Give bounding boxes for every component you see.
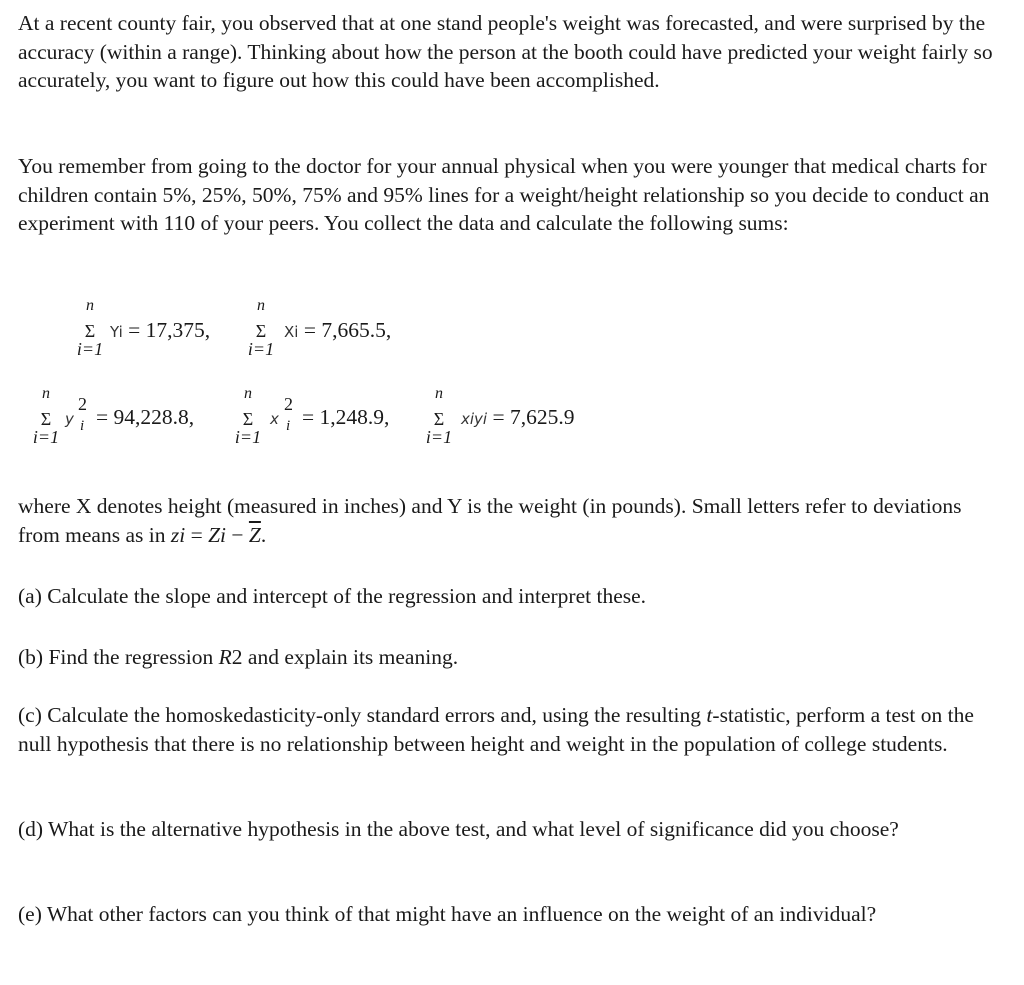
question-b — [18, 643, 998, 672]
sum-variable: x — [270, 410, 279, 428]
sigma-symbol: Σ — [40, 409, 52, 429]
question-b-pre: (b) Find the regression — [18, 645, 219, 669]
sum-variable: xiyi — [461, 410, 488, 428]
sum-upper-limit: n — [244, 385, 252, 402]
subscript: i — [286, 418, 291, 434]
sigma-symbol: Σ — [84, 321, 96, 341]
sum-variable: Yi — [110, 323, 123, 341]
deviation-period: . — [260, 522, 267, 547]
deviation-mean: $\overline{Z}$ — [248, 522, 261, 547]
question-c-pre: (c) Calculate the homoskedasticity-only standard errors and, using the resulting — [18, 703, 707, 727]
sum-value: = 1,248.9, — [302, 405, 390, 429]
explanation-text: where X denotes height (measured in inches) and Y is the weight (in pounds). Small letters refer to deviations from means as in — [18, 494, 962, 547]
intro-paragraph-1: At a recent county fair, you observed that at one stand people's weight was forecasted, and were surprised by the accuracy (within a range). Thinking about how the person at the booth could have predicted your weight fairly so accurately, you want to figure out how this could have been accomplished. — [18, 11, 993, 93]
sum-value: = 7,665.5, — [303, 318, 392, 342]
superscript: 2 — [78, 394, 87, 414]
sum-lower-limit: i=1 — [76, 339, 104, 359]
sum-value: = 7,625.9 — [492, 405, 575, 429]
deviation-minus: − — [226, 522, 249, 547]
question-c — [18, 701, 998, 758]
sum-variable: y — [65, 410, 74, 428]
sum-lower-limit: i=1 — [32, 427, 60, 447]
sum-value: = 17,375, — [128, 318, 211, 342]
sum-lower-limit: i=1 — [247, 339, 275, 359]
subscript: i — [80, 418, 85, 434]
question-e: (e) What other factors can you think of that might have an influence on the weight of an individual? — [18, 902, 877, 926]
sigma-symbol: Σ — [242, 409, 254, 429]
sum-lower-limit: i=1 — [425, 427, 453, 447]
r-squared-two: 2 — [231, 645, 243, 669]
t-symbol: t — [706, 703, 713, 727]
sum-upper-limit: n — [257, 297, 265, 314]
sum-upper-limit: n — [435, 385, 443, 402]
question-a: (a) Calculate the slope and intercept of the regression and interpret these. — [18, 584, 647, 608]
deviation-rhs: Zi — [208, 522, 227, 547]
sum-lower-limit: i=1 — [234, 427, 262, 447]
sum-upper-limit: n — [86, 297, 94, 314]
deviation-equals: = — [185, 522, 209, 547]
intro-paragraph-2: You remember from going to the doctor for your annual physical when you were younger that medical charts for children contain 5%, 25%, 50%, 75% and 95% lines for a weight/height relationship so you decide to conduct an experiment with 110 of your peers. You collect the data and calculate the following sums: — [18, 154, 990, 236]
superscript: 2 — [284, 394, 293, 414]
sum-upper-limit: n — [42, 385, 50, 402]
deviation-lhs: zi — [170, 522, 186, 547]
question-b-post: and explain its meaning. — [242, 645, 459, 669]
sigma-symbol: Σ — [433, 409, 445, 429]
r-symbol: R — [218, 645, 232, 669]
sum-variable: Xi — [284, 323, 299, 341]
question-c-post: -statistic, perform a test on the null hypothesis that there is no relationship between height and weight in the population of college students. — [18, 703, 974, 756]
sigma-symbol: Σ — [255, 321, 267, 341]
question-d: (d) What is the alternative hypothesis in the above test, and what level of significance did you choose? — [18, 817, 899, 841]
sum-value: = 94,228.8, — [96, 405, 195, 429]
explanation-paragraph — [18, 492, 998, 549]
